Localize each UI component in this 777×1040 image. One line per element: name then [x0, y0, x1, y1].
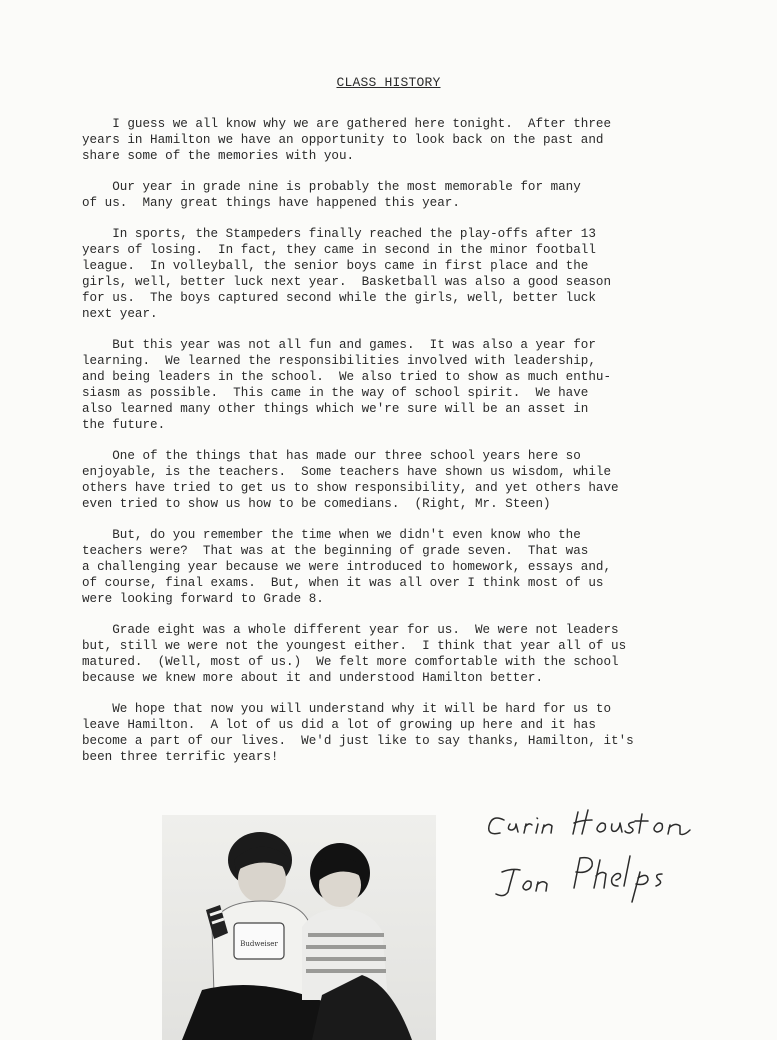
paragraph-line: enjoyable, is the teachers. Some teachers have shown us wisdom, while	[82, 465, 612, 479]
shirt-logo-text: Budweiser	[240, 940, 278, 948]
paragraph-line: been three terrific years!	[82, 750, 279, 764]
signatures	[470, 800, 770, 920]
paragraph	[82, 337, 682, 433]
paragraph	[82, 116, 682, 164]
handwritten-signatures	[470, 800, 770, 920]
paragraph-line: years of losing. In fact, they came in second in the minor football	[82, 243, 596, 257]
paragraph-line: teachers were? That was at the beginning of grade seven. That was	[82, 544, 589, 558]
paragraph-line: We hope that now you will understand why it will be hard for us to	[82, 702, 612, 716]
paragraph-line: of course, final exams. But, when it was all over I think most of us	[82, 576, 604, 590]
paragraph-line: next year.	[82, 307, 158, 321]
paragraph-line: learning. We learned the responsibilities involved with leadership,	[82, 354, 596, 368]
paragraph	[82, 179, 682, 211]
paragraph-line: of us. Many great things have happened this year.	[82, 196, 460, 210]
paragraph-line: In sports, the Stampeders finally reached the play-offs after 13	[82, 227, 596, 241]
paragraph	[82, 527, 682, 607]
paragraph-line: But, do you remember the time when we didn't even know who the	[82, 528, 581, 542]
paragraph-line: others have tried to get us to show responsibility, and yet others have	[82, 481, 619, 495]
student-photo	[162, 815, 436, 1040]
paragraph-line: Grade eight was a whole different year for us. We were not leaders	[82, 623, 619, 637]
paragraph-line: even tried to show us how to be comedians. (Right, Mr. Steen)	[82, 497, 551, 511]
paragraph-line: Our year in grade nine is probably the most memorable for many	[82, 180, 581, 194]
student-photo-illustration	[162, 815, 436, 1040]
paragraph-line: leave Hamilton. A lot of us did a lot of growing up here and it has	[82, 718, 596, 732]
paragraph-line: share some of the memories with you.	[82, 149, 355, 163]
paragraph	[82, 448, 682, 512]
paragraph	[82, 226, 682, 322]
paragraph-line: matured. (Well, most of us.) We felt more comfortable with the school	[82, 655, 619, 669]
paragraph-line: because we knew more about it and understood Hamilton better.	[82, 671, 544, 685]
paragraph-line: One of the things that has made our three school years here so	[82, 449, 581, 463]
paragraph-line: girls, well, better luck next year. Basketball was also a good season	[82, 275, 612, 289]
page-title: CLASS HISTORY	[336, 75, 441, 90]
paragraph-line: become a part of our lives. We'd just like to say thanks, Hamilton, it's	[82, 734, 634, 748]
paragraph-line: the future.	[82, 418, 166, 432]
paragraph-line: and being leaders in the school. We also tried to show as much enthu-	[82, 370, 612, 384]
paragraph-line: I guess we all know why we are gathered here tonight. After three	[82, 117, 612, 131]
paragraph-line: league. In volleyball, the senior boys came in first place and the	[82, 259, 589, 273]
paragraph-line: years in Hamilton we have an opportunity to look back on the past and	[82, 133, 604, 147]
paragraph-line: also learned many other things which we're sure will be an asset in	[82, 402, 589, 416]
paragraph-line: But this year was not all fun and games. It was also a year for	[82, 338, 596, 352]
paragraph	[82, 701, 682, 765]
paragraph-line: siasm as possible. This came in the way of school spirit. We have	[82, 386, 589, 400]
paragraph-line: for us. The boys captured second while the girls, well, better luck	[82, 291, 596, 305]
class-history-text	[82, 116, 682, 780]
paragraph-line: a challenging year because we were introduced to homework, essays and,	[82, 560, 612, 574]
paragraph	[82, 622, 682, 686]
paragraph-line: but, still we were not the youngest either. I think that year all of us	[82, 639, 627, 653]
paragraph-line: were looking forward to Grade 8.	[82, 592, 324, 606]
